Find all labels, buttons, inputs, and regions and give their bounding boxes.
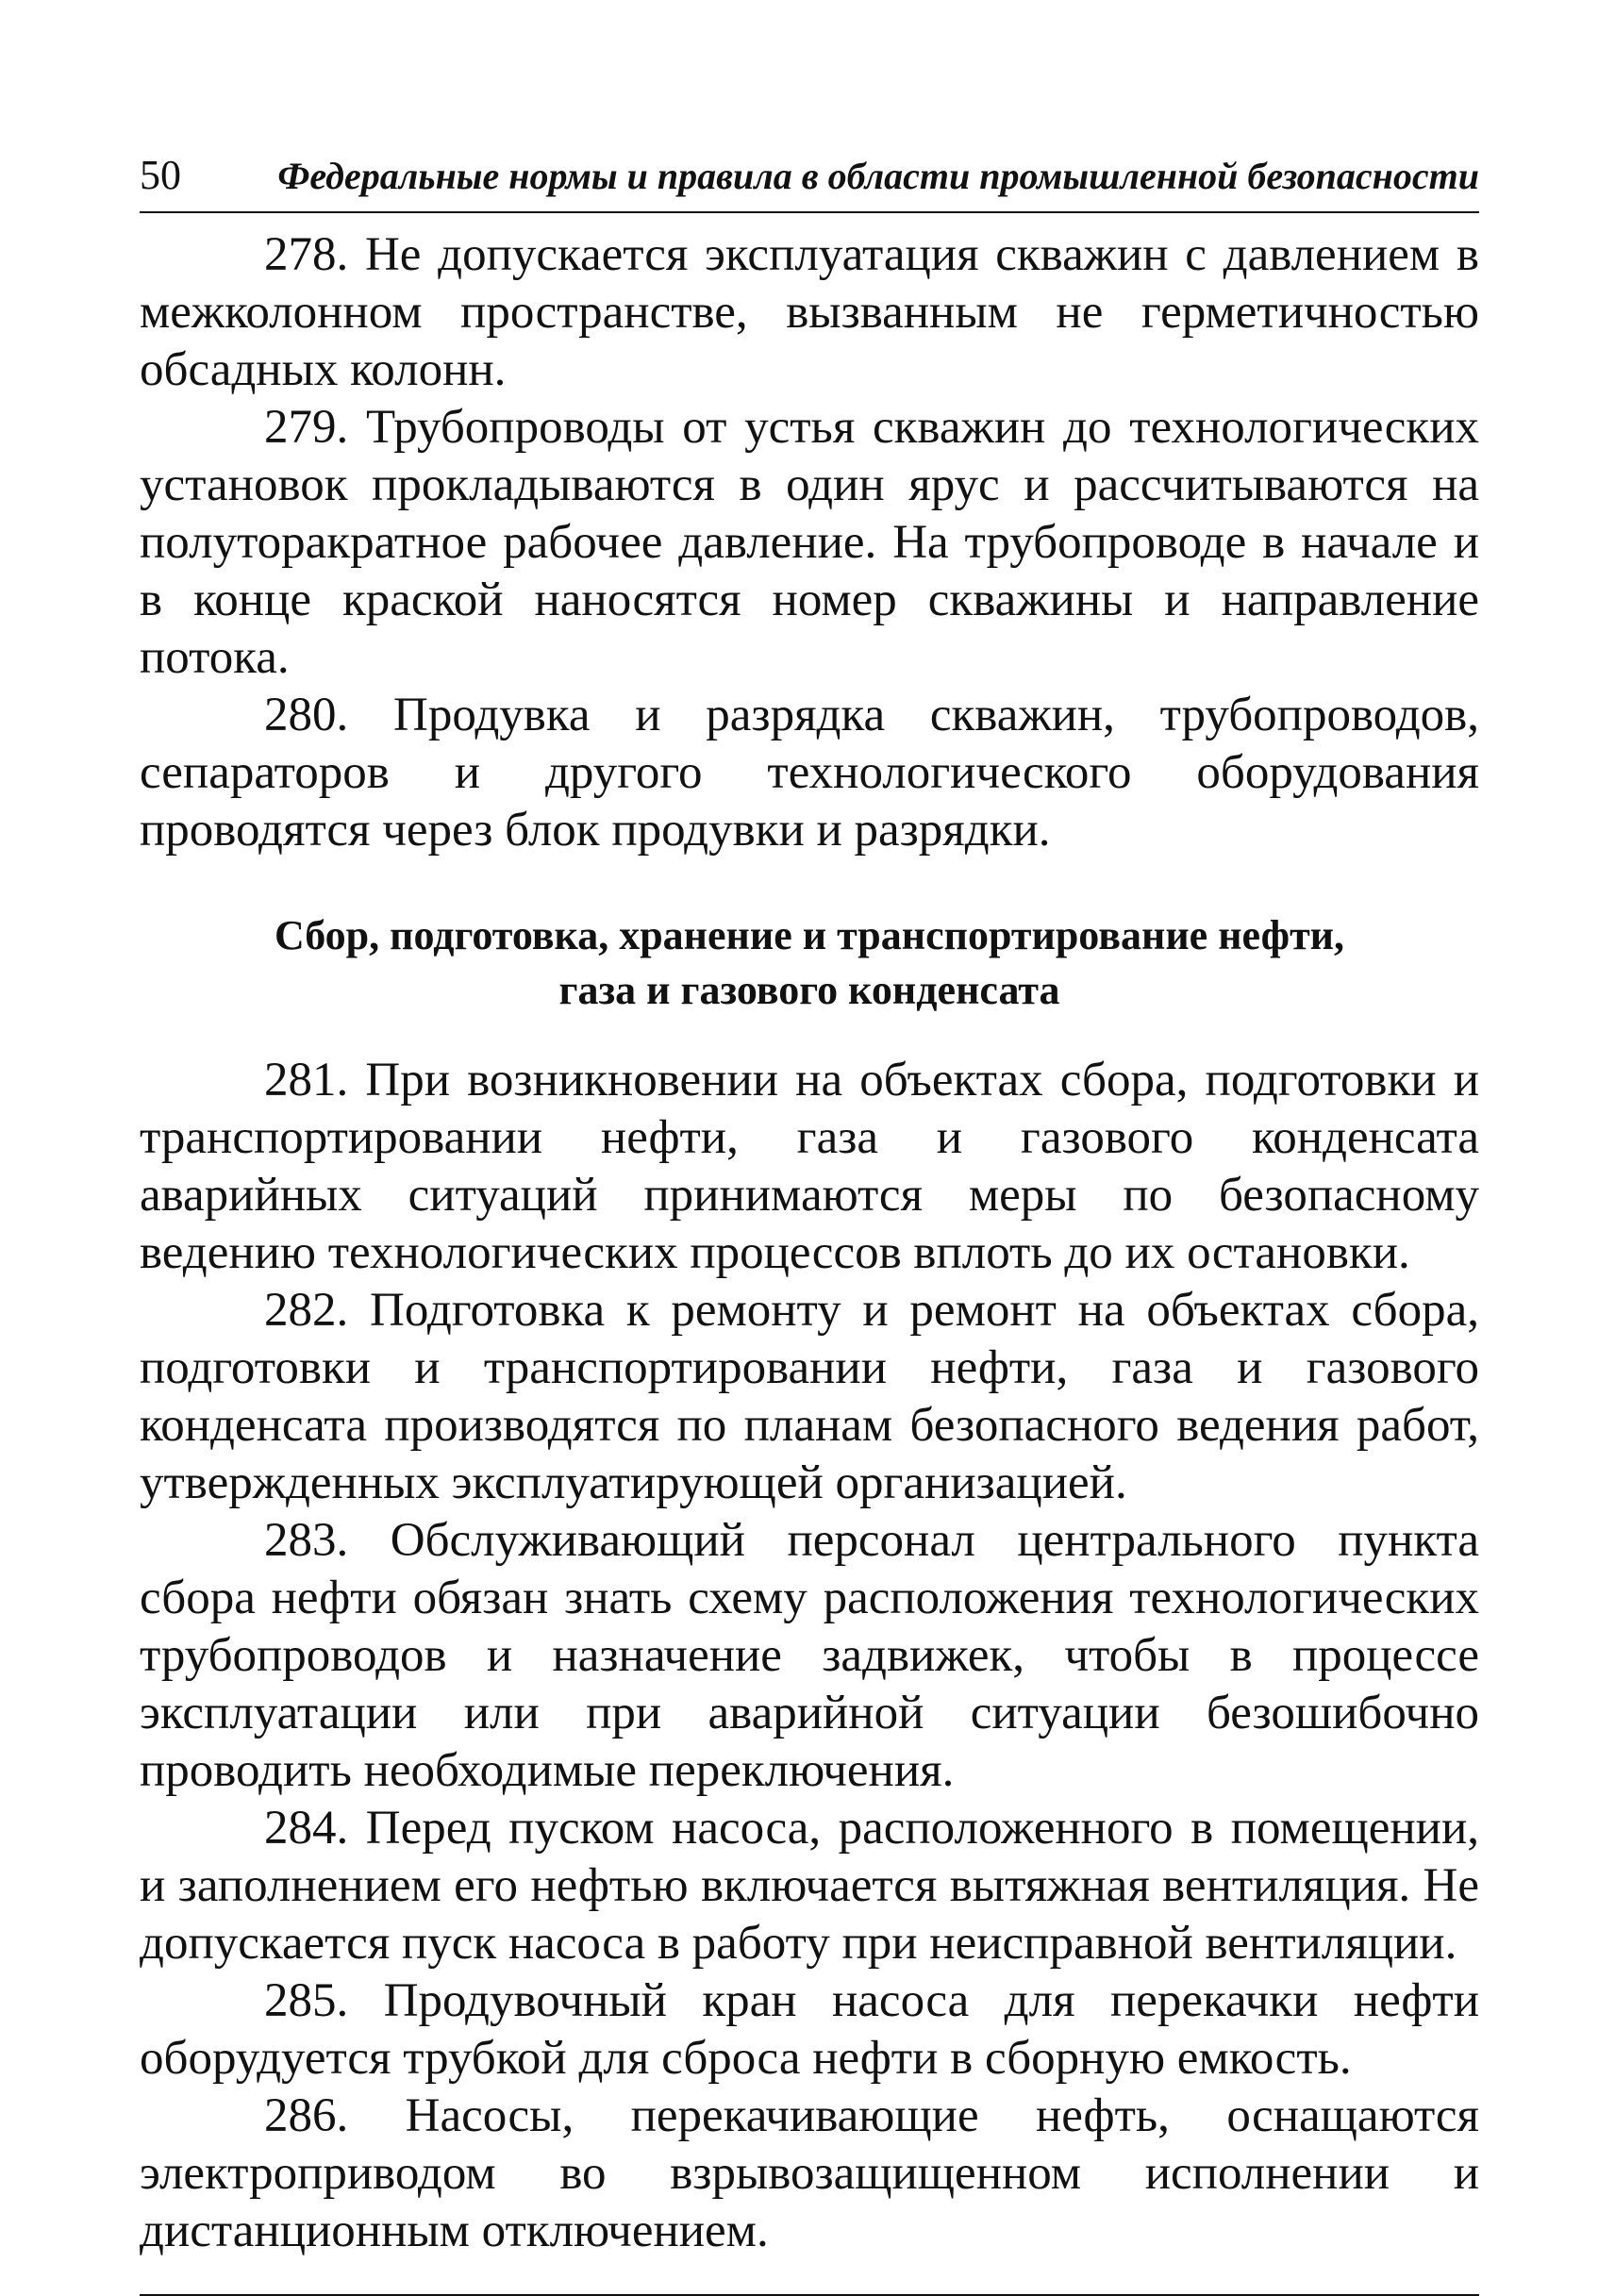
paragraph-281: 281. При возникновении на объектах сбора, подготовки и транспортировании нефти, газа и газового конденсата аварийных ситуаций принимаются меры по безопасному ведению технологических процессов вплоть до их остановки. [140, 1054, 1479, 1279]
paragraphs-bottom [140, 1052, 1479, 2260]
paragraph-283: 283. Обслуживающий персонал центрального пункта сбора нефти обязан знать схему расположения технологических трубопроводов и назначение задвижек, чтобы в процессе эксплуатации или при аварийной ситуации безошибочно проводить необходимые переключения. [140, 1514, 1479, 1797]
running-header [140, 151, 1479, 213]
section-heading-line-2: газа и газового конденсата [558, 967, 1060, 1013]
section-heading [140, 908, 1479, 1018]
header-title: Федеральные нормы и правила в области промышленной безопасности [277, 155, 1479, 197]
paragraph-279: 279. Трубопроводы от устья скважин до технологических установок прокладываются в один ярус и рассчитываются на полуторакратное рабочее давление. На трубопроводе в начале и в конце краской наносятся номер скважины и направление потока. [140, 401, 1479, 684]
document-page [140, 151, 1479, 2296]
paragraph-284: 284. Перед пуском насоса, расположенного в помещении, и заполнением его нефтью включается вытяжная вентиляция. Не допускается пуск насоса в работу при неисправной вентиляции. [140, 1802, 1479, 1970]
page-number: 50 [140, 152, 181, 198]
paragraph-282: 282. Подготовка к ремонту и ремонт на объектах сбора, подготовки и транспортировании нефти, газа и газового конденсата производятся по планам безопасного ведения работ, утвержденных эксплуатирующей организацией. [140, 1284, 1479, 1509]
section-heading-line-1: Сбор, подготовка, хранение и транспортирование нефти, [274, 912, 1345, 958]
paragraph-278: 278. Не допускается эксплуатация скважин с давлением в межколонном пространстве, вызванным не герметичностью обсадных колонн. [140, 228, 1479, 396]
paragraphs-top [140, 226, 1479, 859]
paragraph-285: 285. Продувочный кран насоса для перекачки нефти оборудуется трубкой для сброса нефти в сборную емкость. [140, 1974, 1479, 2085]
paragraph-280: 280. Продувка и разрядка скважин, трубопроводов, сепараторов и другого технологического оборудования проводятся через блок продувки и разрядки. [140, 689, 1479, 857]
paragraph-286: 286. Насосы, перекачивающие нефть, оснащаются электроприводом во взрывозащищенном исполнении и дистанционным отключением. [140, 2089, 1479, 2257]
